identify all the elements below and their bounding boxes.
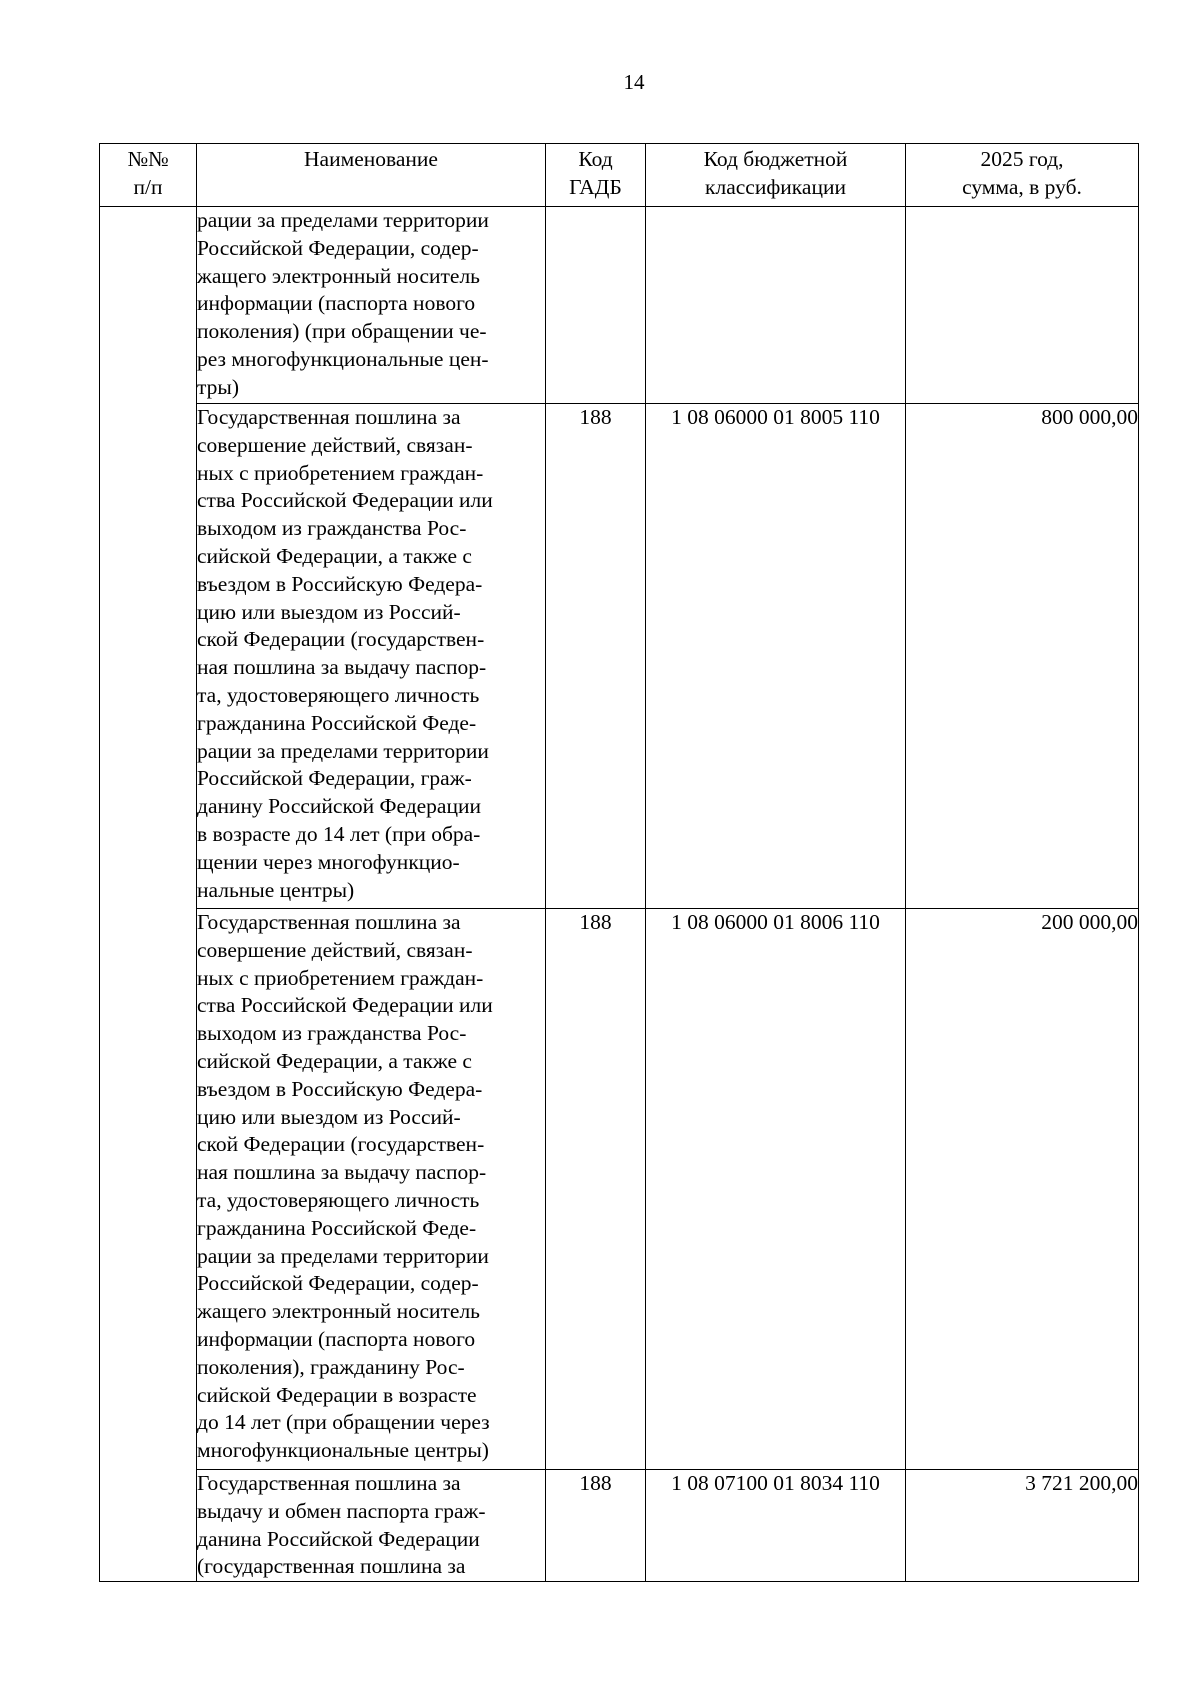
cell-num — [100, 1470, 197, 1582]
header-kbk: Код бюджетной классификации — [646, 144, 906, 207]
cell-name: Государственная пошлина за совершение действий, связан- ных с приобретением граждан- ства Российской Федерации или выходом из гражданства Рос- сийской Федерации, а также с въездом в Российскую Федера- цию или выездом из Россий- ской Федерации (государствен- ная пошлина за выдачу паспор- та, удостоверяющего личность гражданина Российской Феде- рации за пределами территории Российской Федерации, содер- жащего электронный носитель информации (паспорта нового поколения), гражданину Рос- сийской Федерации в возрасте до 14 лет (при обращении через многофункциональные центры) — [197, 909, 546, 1470]
cell-gadb: 188 — [546, 404, 646, 909]
header-num: №№ п/п — [100, 144, 197, 207]
cell-gadb: 188 — [546, 1470, 646, 1582]
cell-gadb: 188 — [546, 909, 646, 1470]
header-sum: 2025 год, сумма, в руб. — [906, 144, 1139, 207]
cell-kbk — [646, 207, 906, 404]
table-row — [100, 909, 1139, 1470]
cell-kbk: 1 08 07100 01 8034 110 — [646, 1470, 906, 1582]
cell-name: Государственная пошлина за выдачу и обмен паспорта граж- данина Российской Федерации (государственная пошлина за — [197, 1470, 546, 1582]
cell-sum: 800 000,00 — [906, 404, 1139, 909]
table-row — [100, 207, 1139, 404]
header-gadb: Код ГАДБ — [546, 144, 646, 207]
cell-num — [100, 207, 197, 404]
table-row — [100, 404, 1139, 909]
cell-name: рации за пределами территории Российской Федерации, содер- жащего электронный носитель информации (паспорта нового поколения) (при обращении че- рез многофункциональные цен- тры) — [197, 207, 546, 404]
cell-sum — [906, 207, 1139, 404]
table-row — [100, 1470, 1139, 1582]
page-number: 14 — [623, 70, 645, 94]
cell-num — [100, 909, 197, 1470]
cell-kbk: 1 08 06000 01 8005 110 — [646, 404, 906, 909]
cell-kbk: 1 08 06000 01 8006 110 — [646, 909, 906, 1470]
header-name: Наименование — [197, 144, 546, 207]
budget-table — [99, 143, 1139, 1582]
cell-gadb — [546, 207, 646, 404]
cell-sum: 3 721 200,00 — [906, 1470, 1139, 1582]
cell-sum: 200 000,00 — [906, 909, 1139, 1470]
cell-name: Государственная пошлина за совершение действий, связан- ных с приобретением граждан- ства Российской Федерации или выходом из гражданства Рос- сийской Федерации, а также с въездом в Российскую Федера- цию или выездом из Россий- ской Федерации (государствен- ная пошлина за выдачу паспор- та, удостоверяющего личность гражданина Российской Феде- рации за пределами территории Российской Федерации, граж- данину Российской Федерации в возрасте до 14 лет (при обра- щении через многофункцио- нальные центры) — [197, 404, 546, 909]
cell-num — [100, 404, 197, 909]
table-header-row — [100, 144, 1139, 207]
